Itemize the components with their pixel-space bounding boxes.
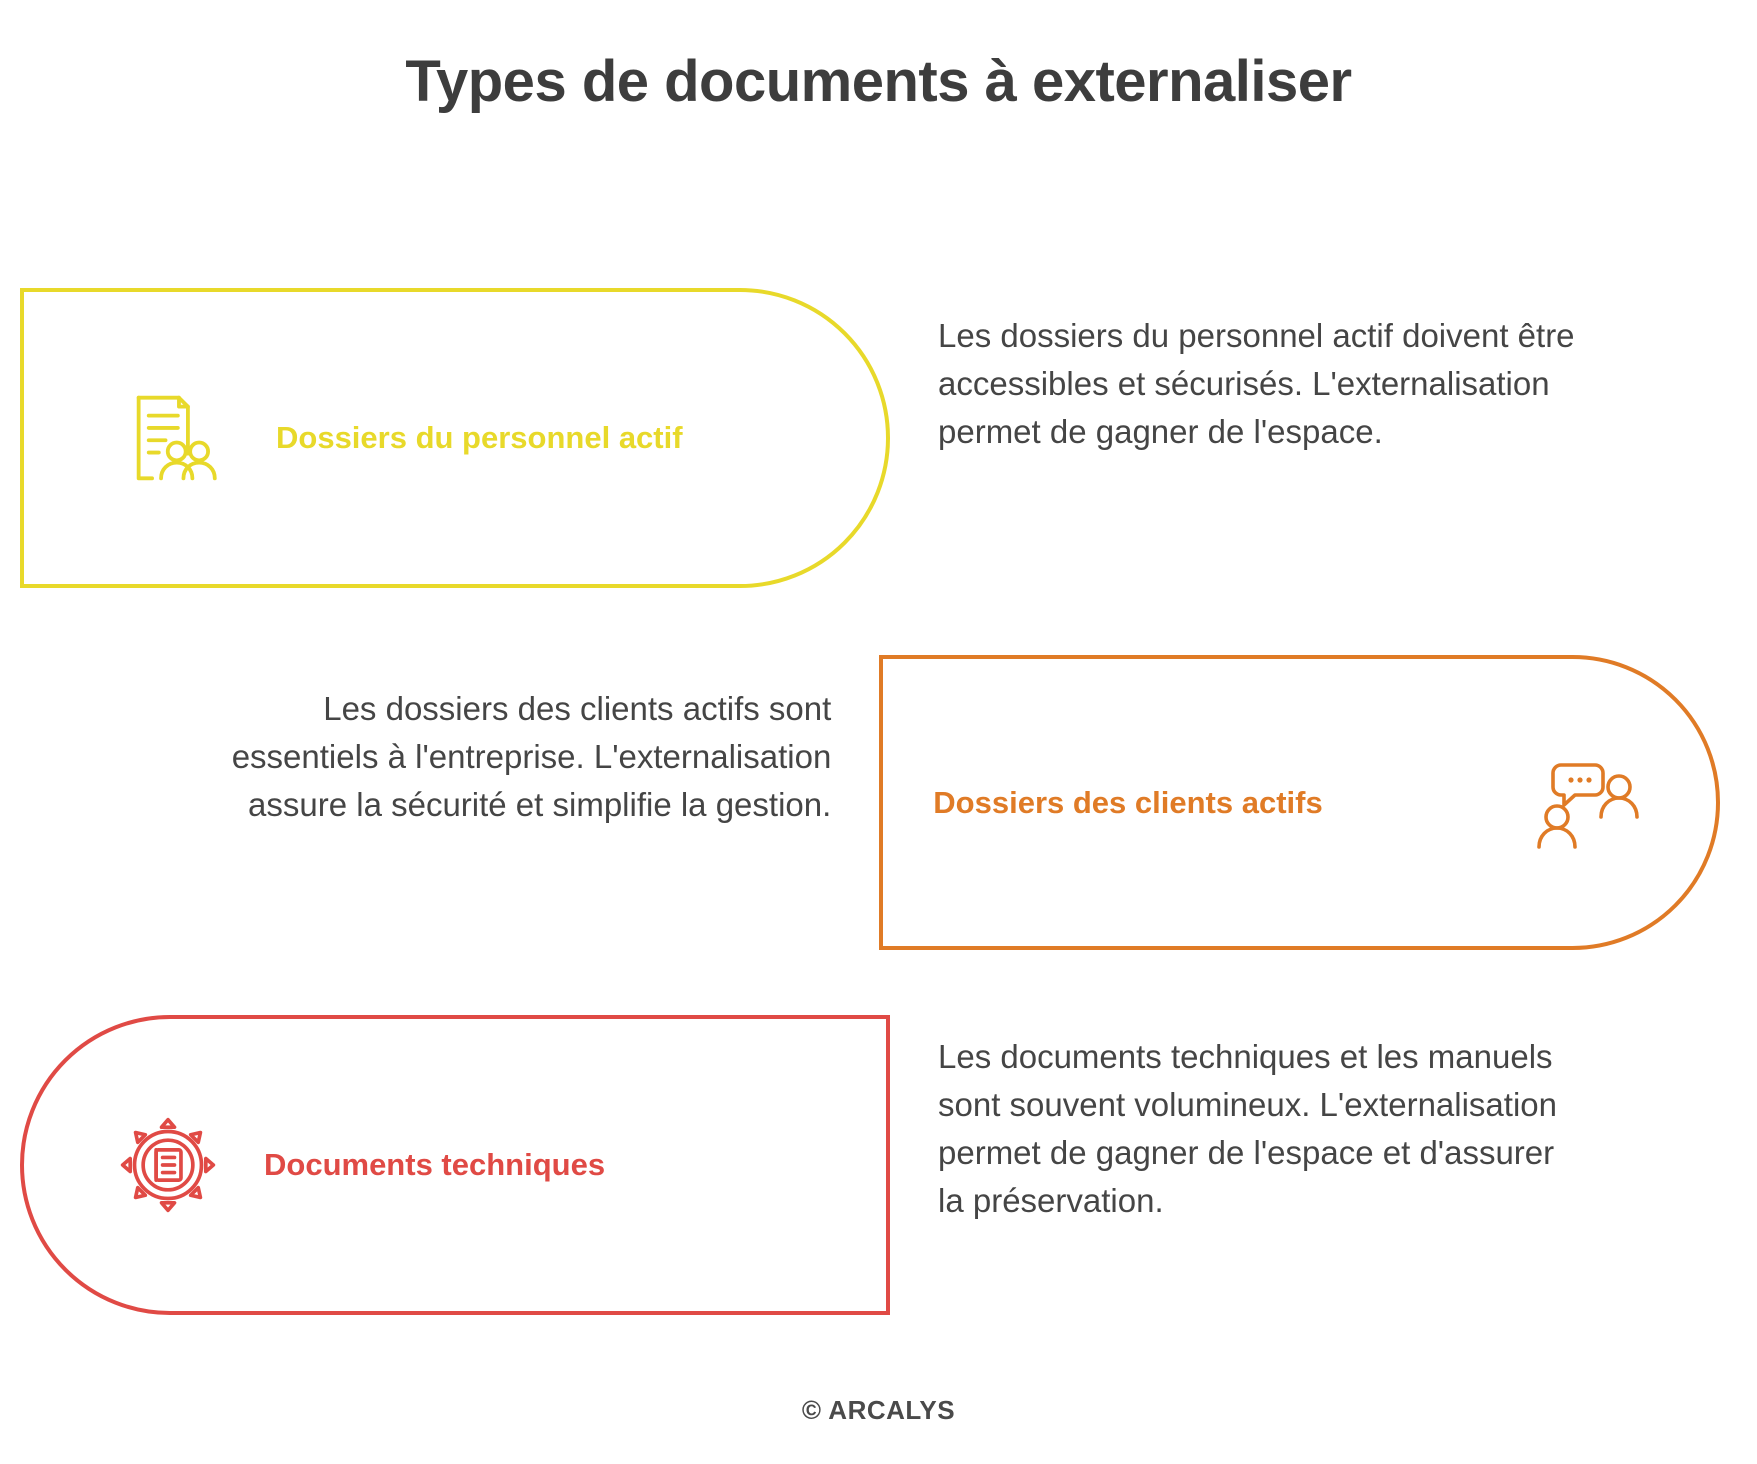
people-chat-icon	[1534, 753, 1646, 853]
item-row-2	[20, 655, 1720, 950]
card-label: Dossiers du personnel actif	[276, 420, 683, 455]
gear-document-icon	[114, 1111, 222, 1219]
item-row-1	[20, 288, 1720, 588]
page-title: Types de documents à externaliser	[405, 49, 1352, 114]
footer-copyright: © ARCALYS	[801, 1395, 956, 1425]
card-label: Dossiers des clients actifs	[933, 784, 1323, 820]
card-description-2: Les dossiers des clients actifs sont essentiels à l'entreprise. L'externalisation assure la sécurité et simplifie la gestion.	[231, 690, 832, 823]
card-dossiers-personnel-actif[interactable]	[20, 288, 890, 588]
document-people-icon	[114, 382, 226, 494]
card-label: Documents techniques	[264, 1147, 606, 1182]
card-documents-techniques[interactable]	[20, 1015, 890, 1315]
card-dossiers-clients-actifs[interactable]	[879, 655, 1720, 950]
item-row-3	[20, 1015, 1720, 1315]
card-description-1: Les dossiers du personnel actif doivent être accessibles et sécurisés. L'externalisation permet de gagner de l'espace.	[938, 317, 1575, 450]
card-description-3: Les documents techniques et les manuels sont souvent volumineux. L'externalisation permet de gagner de l'espace et d'assurer la préservation.	[938, 1038, 1557, 1219]
